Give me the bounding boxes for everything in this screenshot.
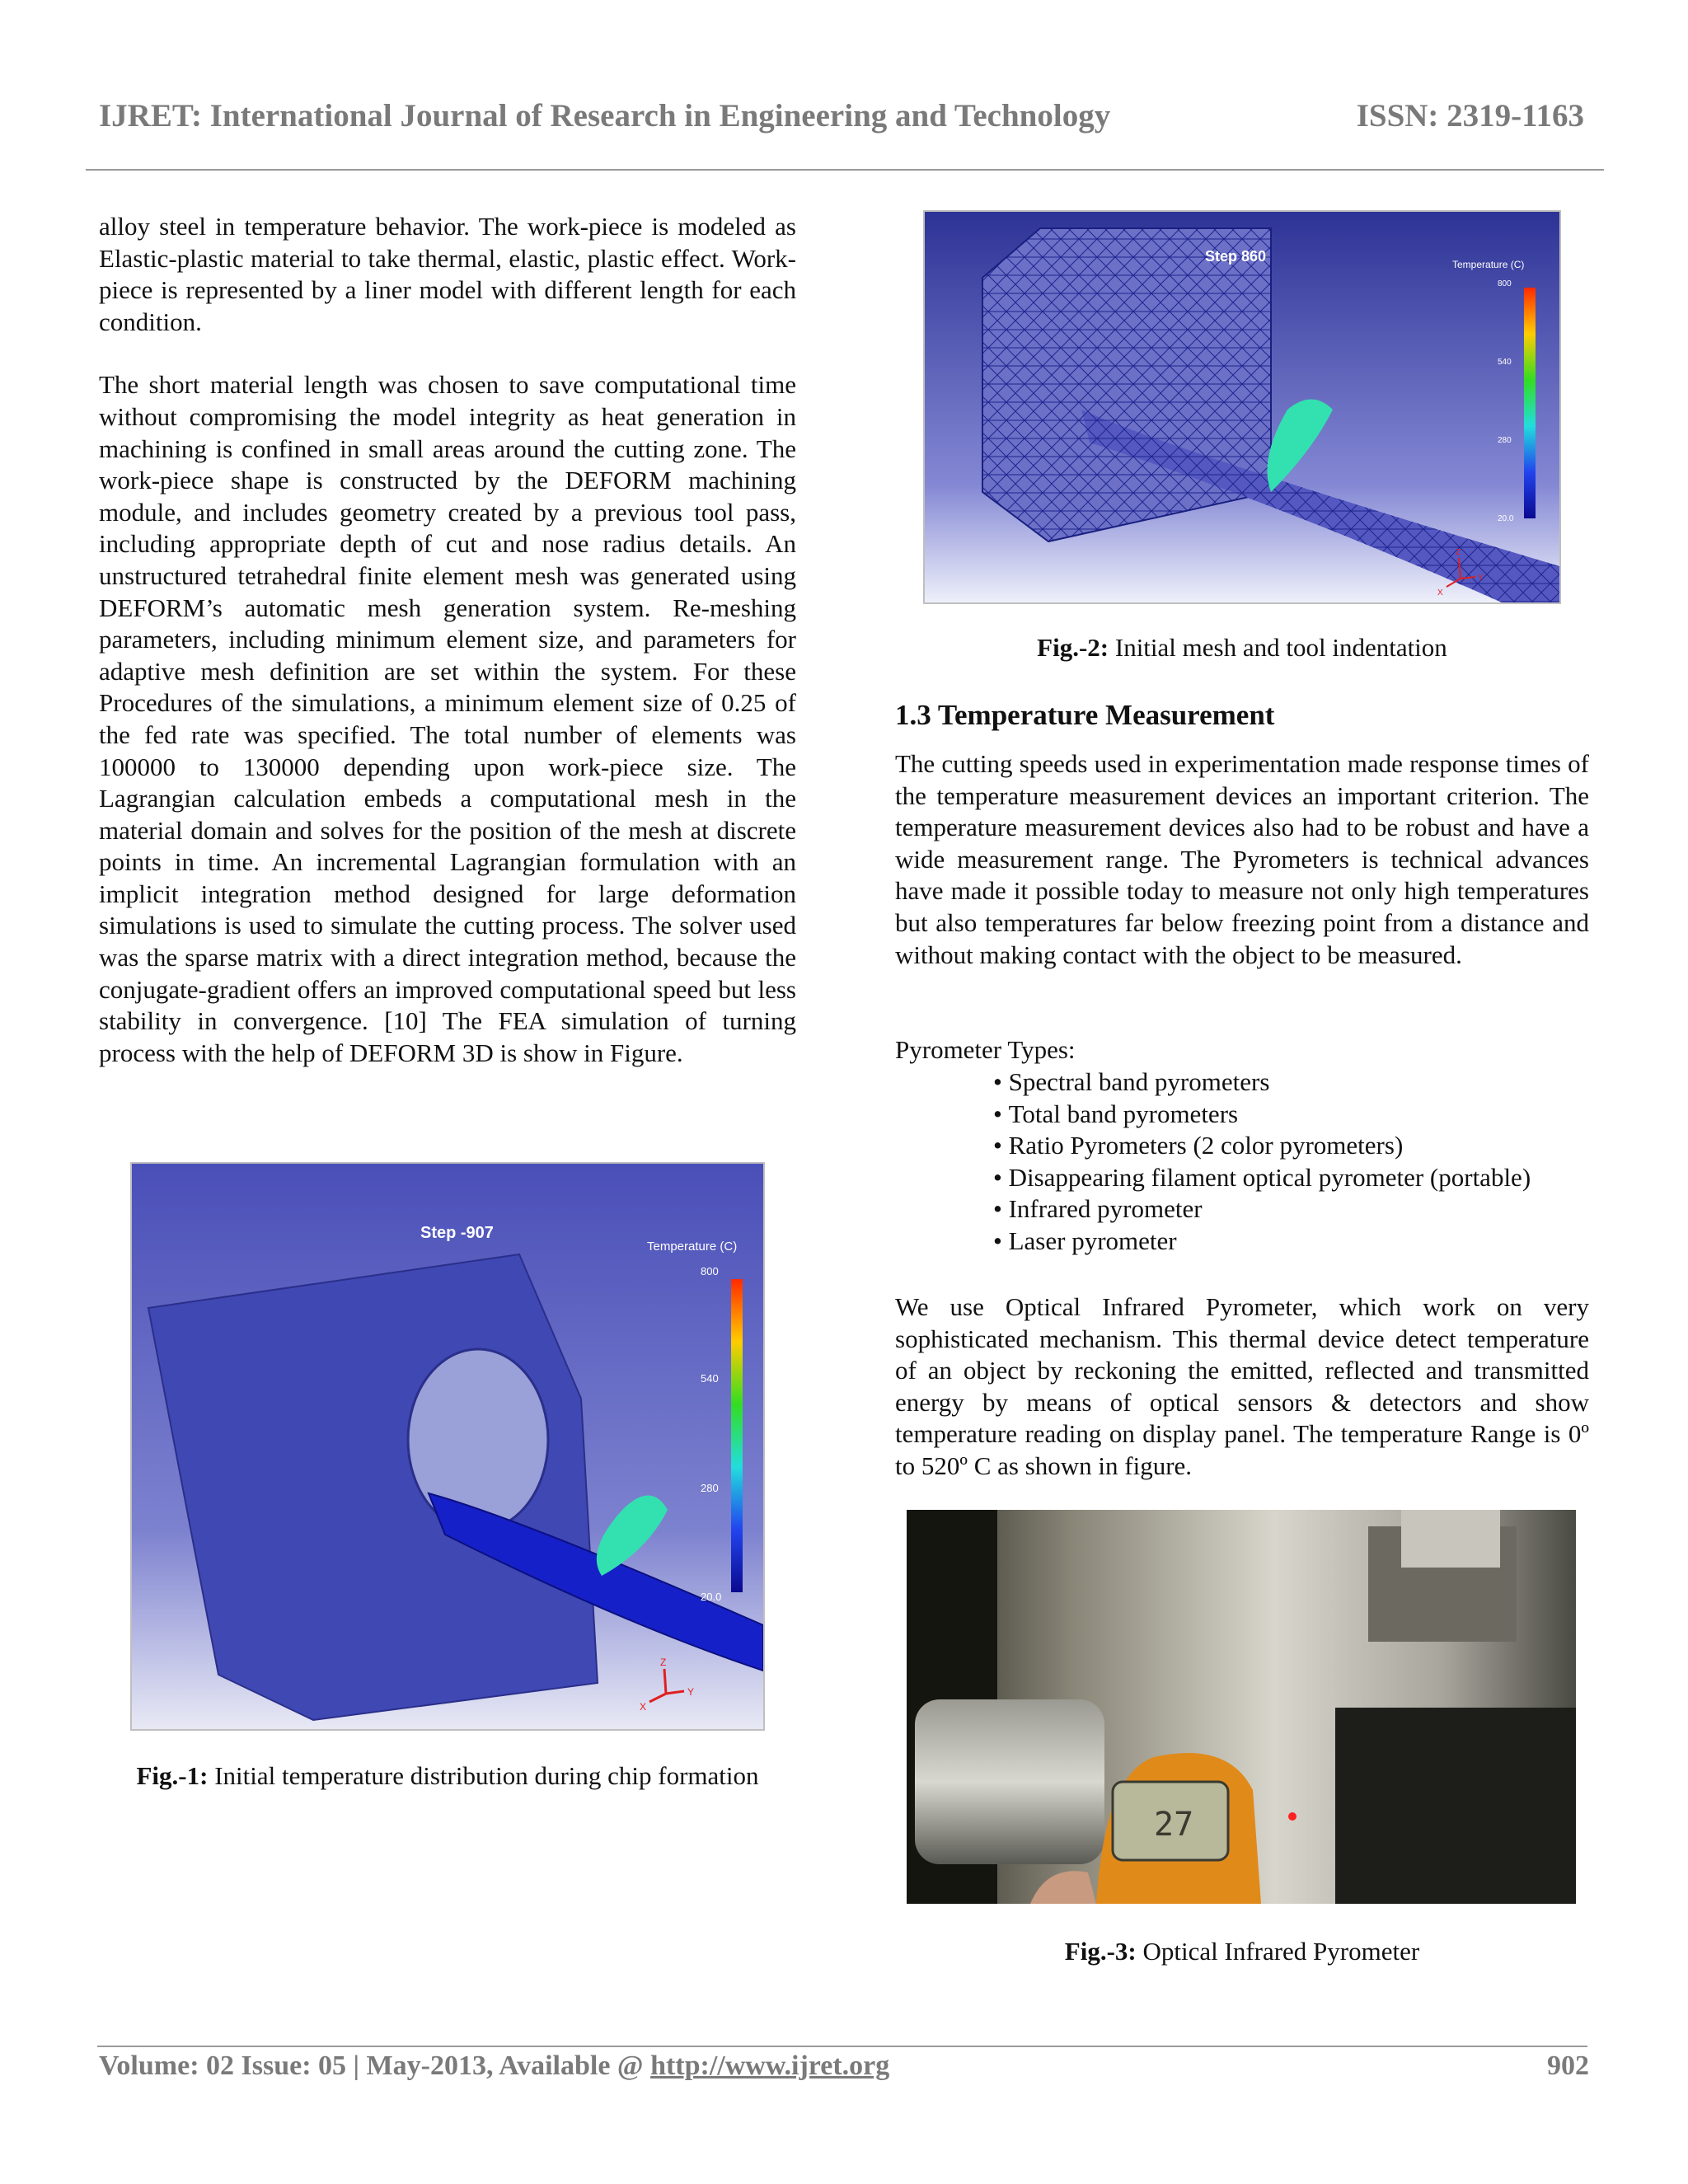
journal-title: IJRET: International Journal of Research in Engineering and Technology: [99, 98, 1111, 134]
fig2-tick-2: 540: [1498, 358, 1512, 367]
pyrometer-types-list: [993, 1066, 1531, 1258]
section-paragraph-1: [895, 748, 1589, 971]
figure-2-caption: [895, 633, 1589, 663]
figure-1-caption-label: Fig.-1:: [136, 1761, 209, 1790]
figure-1-caption: [99, 1761, 796, 1791]
fig1-tick-2: 540: [701, 1372, 719, 1385]
figure-3-caption-label: Fig.-3:: [1064, 1937, 1137, 1966]
footer-volume: [99, 2050, 889, 2082]
figure-3-caption-text: Optical Infrared Pyrometer: [1136, 1937, 1420, 1966]
list-item: • Total band pyrometers: [993, 1099, 1531, 1131]
figure-2-caption-text: Initial mesh and tool indentation: [1109, 633, 1447, 662]
pyrometer-types-title: Pyrometer Types:: [895, 1035, 1076, 1064]
fig1-tick-1: 800: [701, 1265, 719, 1277]
section-paragraph-1-text: The cutting speeds used in experimentation made response times of the temperature measurement devices an important criterion. The temperature measurement devices also had to be robust and have a wide measurement range. The Pyrometers is technical advances have made it possible today to measure not only high temperatures but also temperatures far below freezing point from a distance and without making contact with the object to be measured.: [895, 749, 1589, 969]
figure-3-caption: [895, 1937, 1589, 1966]
figure-2-caption-label: Fig.-2:: [1037, 633, 1109, 662]
fig1-axis-x: X: [640, 1701, 647, 1713]
figure-2-image: [923, 210, 1561, 604]
fig1-axis-z: Z: [660, 1657, 667, 1668]
fig2-tick-4: 20.0: [1498, 514, 1514, 523]
figure-3-photo: [907, 1510, 1576, 1904]
section-paragraph-2: [895, 1291, 1589, 1483]
issn: ISSN: 2319-1163: [1356, 98, 1584, 134]
page-number: 902: [1547, 2050, 1589, 2081]
fig1-legend-title: Temperature (C): [647, 1240, 738, 1254]
fig2-legend-title: Temperature (C): [1452, 259, 1525, 270]
page-header: [99, 97, 1584, 134]
page-footer: [99, 2050, 1589, 2082]
fig2-axis-z: Z: [1456, 548, 1461, 557]
fig2-tick-3: 280: [1498, 436, 1512, 445]
footer-rule: [97, 2046, 1587, 2047]
footer-volume-text: Volume: 02 Issue: 05 | May-2013, Available @: [99, 2050, 651, 2081]
fig1-tick-3: 280: [701, 1482, 719, 1494]
fig1-axis-y: Y: [687, 1686, 695, 1698]
left-paragraph-2: The short material length was chosen to save computational time without compromising the model integrity as heat generation in machining is confined in small areas around the cutting zone. The work-piece shape is constructed by the DEFORM machining module, and includes geometry created by a previous tool pass, including appropriate depth of cut and nose radius details. An unstructured tetrahedral finite element mesh was generated using DEFORM’s automatic mesh generation system. Re-meshing parameters, including minimum element size, and parameters for adaptive mesh definition are set within the system. For these Procedures of the simulations, a minimum element size of 0.25 of the fed rate was specified. The total number of elements was 100000 to 130000 depending upon work-piece size. The Lagrangian calculation embeds a computational mesh in the material domain and solves for the position of the mesh at discrete points in time. An incremental Lagrangian formulation with an implicit integration method designed for large deformation simulations is used to simulate the cutting process. The solver used was the sparse matrix with a direct integration method, because the conjugate-gradient offers an improved computational speed but less stability in convergence. [10] The FEA simulation of turning process with the help of DEFORM 3D is show in Figure.: [99, 370, 796, 1067]
figure-1-caption-text: Initial temperature distribution during chip formation: [208, 1761, 759, 1790]
left-paragraph-1: alloy steel in temperature behavior. The work-piece is modeled as Elastic-plastic material to take thermal, elastic, plastic effect. Work-piece is represented by a liner model with different length for each condition.: [99, 212, 796, 336]
fig2-axis-y: Y: [1478, 574, 1484, 583]
list-item: • Ratio Pyrometers (2 color pyrometers): [993, 1130, 1531, 1162]
section-paragraph-2-text: We use Optical Infrared Pyrometer, which work on very sophisticated mechanism. This thermal device detect temperature of an object by reckoning the emitted, reflected and transmitted energy by means of optical sensors & detectors and show temperature reading on display panel. The temperature Range is 0º to 520º C as shown in figure.: [895, 1292, 1589, 1480]
fig1-step-label: Step -907: [420, 1224, 494, 1242]
list-item: • Disappearing filament optical pyrometer (portable): [993, 1162, 1531, 1194]
left-column: [99, 211, 796, 1069]
pyrometer-display-reading: 27: [1154, 1806, 1194, 1844]
fig1-tick-4: 20.0: [701, 1591, 722, 1603]
header-rule: [86, 169, 1604, 171]
list-item: • Spectral band pyrometers: [993, 1066, 1531, 1099]
list-item: • Infrared pyrometer: [993, 1193, 1531, 1226]
fig2-tick-1: 800: [1498, 279, 1512, 288]
list-item: • Laser pyrometer: [993, 1226, 1531, 1258]
journal-link[interactable]: http://www.ijret.org: [650, 2050, 890, 2081]
fig2-axis-x: X: [1437, 588, 1443, 598]
fig2-step-label: Step 860: [1205, 248, 1267, 265]
figure-1-image: [130, 1162, 765, 1731]
section-heading: 1.3 Temperature Measurement: [895, 699, 1275, 731]
